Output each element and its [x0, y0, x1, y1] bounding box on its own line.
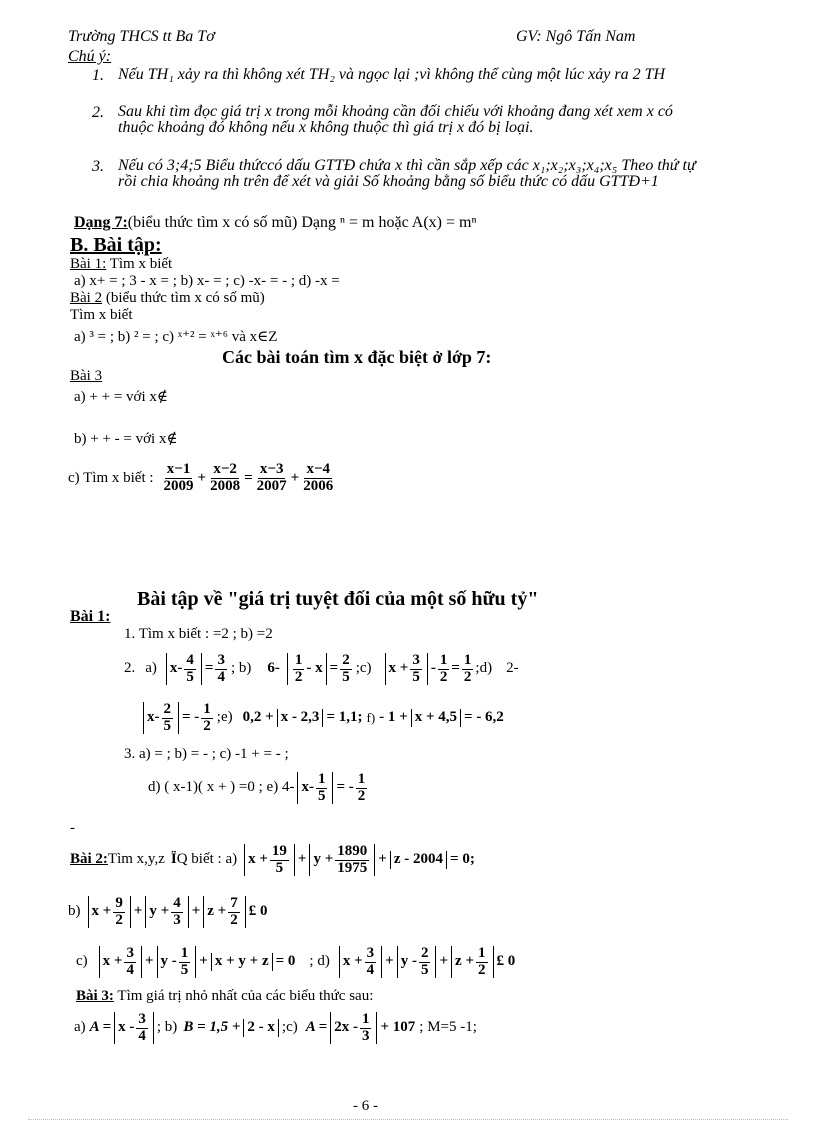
bai3a-label: a): [74, 1019, 86, 1036]
part2-bai3-text: Tìm giá trị nhỏ nhất của các biểu thức sau:: [113, 988, 374, 1004]
op-3: +: [290, 469, 300, 486]
q2b-pre: 6-: [267, 660, 280, 677]
q3d-pre: d) ( x-1)( x + ) =0 ; e) 4-: [148, 779, 295, 796]
bai2c-end: = 0: [275, 953, 296, 970]
frac-3: $\frac{x-3}{2007}$: [256, 461, 287, 494]
bai3a-abs: x - $\frac{3}{4}$: [114, 1012, 154, 1045]
q2e-eq: = 1,1;: [326, 709, 363, 726]
part2-bai3-line: [74, 1004, 477, 1052]
bai1-line: a) x+ = ; 3 - x = ; b) x- = ; c) -x- = - ; d) -x =: [74, 273, 340, 289]
bai2-title: (biểu thức tìm x có số mũ): [102, 290, 265, 306]
bai3c-label: ;c): [281, 1019, 298, 1036]
part2-bai2-line: Bài 2: Tìm x,y,z Ï Q biết : a) x + $\frac{19}{5}$ + y + $\frac{1890}{1975}$ + z - 2004 = 0;: [70, 842, 475, 876]
bai3a-A: A =: [89, 1019, 112, 1036]
bai1-label: Bài 1:: [70, 256, 107, 272]
bai3c-abs: 2x - $\frac{1}{3}$: [330, 1012, 377, 1045]
bai2-line: a) ³ = ; b) ² = ; c) ˣ⁺² = ˣ⁺⁶ và x∈Z: [74, 329, 278, 345]
header-teacher: GV: Ngô Tấn Nam: [516, 28, 636, 45]
q2d-abs: x- $\frac{2}{5}$: [143, 702, 179, 735]
q2e-label: ;e): [216, 709, 233, 726]
bai2-heading: [70, 290, 265, 307]
q2d-label: ;d): [475, 660, 493, 677]
q2-num: 2.: [124, 660, 136, 677]
q2e-abs: x - 2,3: [277, 709, 324, 726]
bai3-m: ; M=5 -1;: [419, 1019, 477, 1036]
bai2c-abs1: x + $\frac{3}{4}$: [99, 946, 142, 979]
bai2b-abs3: z + $\frac{7}{2}$: [203, 896, 245, 929]
q2a-label: a): [145, 660, 157, 677]
bai3-c-prefix: c) Tìm x biết :: [68, 469, 154, 486]
frac-4: $\frac{x-4}{2006}$: [303, 461, 334, 494]
bai3b-abs: 2 - x: [243, 1019, 279, 1036]
q2c-eq: =: [451, 660, 460, 677]
note-title: Chú ý:: [68, 48, 112, 65]
q2b-rhs: $\frac{2}{5}$: [342, 651, 350, 685]
bai3-b: b) + + - = với x∉: [74, 431, 178, 447]
bai2d-abs2: y - $\frac{2}{5}$: [397, 946, 437, 979]
note-item-3-num: 3.: [92, 158, 104, 175]
part2-bai2-b: b) x + $\frac{9}{2}$ + y + $\frac{4}{3}$ + z + $\frac{7}{2}$ £ 0: [68, 894, 268, 928]
dash: -: [70, 820, 75, 836]
part2-bai2-text2: Q biết : a): [176, 851, 238, 868]
note-item-3: Nếu có 3;4;5 Biểu thứccó dấu GTTĐ chứa x thì cần sắp xếp các x₁;x₂;x₃;x₄;x₅ Theo thứ tự rồi chia khoảng nh trên để xét và giải Số khoảng bằng số biểu thức có dấu GTTĐ+1: [118, 157, 696, 190]
bai2a-abs2: y + $\frac{1890}{1975}$: [309, 844, 375, 877]
q2d-pre: 2-: [506, 660, 519, 677]
q2f-label: f): [366, 709, 376, 725]
section-b-title: B. Bài tập:: [70, 234, 162, 256]
part2-q2-line2: [140, 696, 504, 740]
q2c-abs: x + $\frac{3}{5}$: [385, 653, 428, 686]
part2-q1: 1. Tìm x biết : =2 ; b) =2: [124, 626, 273, 642]
q2b-abs: $\frac{1}{2}$ - x: [287, 653, 327, 686]
bai3-c: [68, 462, 337, 495]
op-1: +: [197, 469, 207, 486]
note-item-2-num: 2.: [92, 104, 104, 121]
footer-divider: [28, 1119, 788, 1120]
q2a-rhs: $\frac{3}{4}$: [217, 651, 225, 685]
part2-q2-line1: [124, 647, 519, 691]
part2-bai3-label: Bài 3:: [76, 988, 114, 1004]
bai3b-label: ; b): [156, 1019, 178, 1036]
page-number: - 6 -: [353, 1098, 378, 1114]
part2-bai2-cd: c) x + $\frac{3}{4}$ + y - $\frac{1}{5}$ + x + y + z = 0 ; d) x + $\frac{3}{4}$ + y - $\frac{2}{5}$ + z + $\frac{1}{2}$ £ 0: [76, 944, 516, 978]
q2b-label: ; b): [230, 660, 252, 677]
note-item-1-num: 1.: [92, 67, 104, 84]
bai2b-abs1: x + $\frac{9}{2}$: [88, 896, 131, 929]
bai2a-abs1: x + $\frac{19}{5}$: [244, 844, 295, 877]
q2f-abs: x + 4,5: [411, 709, 461, 726]
q2f-eq: = - 6,2: [464, 709, 504, 726]
q2c-minus: -: [430, 660, 436, 677]
part2-q3: 3. a) = ; b) = - ; c) -1 + = - ;: [124, 746, 289, 762]
q2f-pre: - 1 +: [379, 709, 408, 726]
part2-bai2-label: Bài 2:: [70, 851, 108, 868]
bai2d-end: £ 0: [496, 953, 516, 970]
dang7-label: Dạng 7:: [74, 214, 128, 231]
bai3-a: a) + + = với x∉: [74, 389, 168, 405]
q2d-rhs: $\frac{1}{2}$: [203, 700, 211, 734]
bai1-heading: [70, 256, 172, 273]
header-school: Trường THCS tt Ba Tơ: [68, 28, 215, 45]
bai2d-abs1: x + $\frac{3}{4}$: [339, 946, 382, 979]
bai2-sub: Tìm x biết: [70, 307, 133, 323]
part2-q3d: [148, 766, 369, 810]
q2c-label: ;c): [355, 660, 372, 677]
part2-bai1-label: Bài 1:: [70, 608, 111, 625]
q2d-eq: = -: [182, 709, 200, 726]
frac-1: $\frac{x-1}{2009}$: [163, 461, 194, 494]
bai2-label: Bài 2: [70, 290, 103, 306]
bai1-title: Tìm x biết: [106, 256, 173, 272]
q3e-abs: x- $\frac{1}{5}$: [297, 772, 333, 805]
bai2a-abs3: z - 2004: [390, 851, 447, 868]
bai2b-label: b): [68, 903, 81, 920]
bai2b-abs2: y + $\frac{4}{3}$: [145, 896, 188, 929]
bai3b-expr: B = 1,5 +: [183, 1019, 241, 1036]
bai2d-label: ; d): [309, 953, 330, 970]
q2b-eq: =: [329, 660, 339, 677]
q2c-frac2: $\frac{1}{2}$: [439, 651, 448, 685]
part2-bai3-heading: [76, 988, 373, 1005]
frac-2: $\frac{x-2}{2008}$: [210, 461, 241, 494]
bai2b-end: £ 0: [248, 903, 268, 920]
special-heading: Các bài toán tìm x đặc biệt ở lớp 7:: [222, 347, 492, 367]
dang7-text: (biểu thức tìm x có số mũ) Dạng ⁿ = m hoặc A(x) = mⁿ: [127, 214, 477, 231]
q2c-rhs: $\frac{1}{2}$: [463, 651, 472, 685]
q2e-pre: 0,2 +: [242, 709, 274, 726]
part2-heading: Bài tập về "giá trị tuyệt đối của một số hữu tỷ": [137, 588, 539, 610]
note-item-2: Sau khi tìm đọc giá trị x trong mỗi khoảng cần đối chiếu với khoảng đang xét xem x có thuộc khoảng đó không nếu x không thuộc thì giá trị x đó bị loại.: [118, 103, 673, 136]
not-in-symbol: Ï: [170, 851, 177, 868]
bai3c-end: + 107: [380, 1019, 416, 1036]
bai2c-abs2: y - $\frac{1}{5}$: [157, 946, 197, 979]
q3e-eq: = -: [336, 779, 354, 796]
note-item-1: Nếu TH₁ xảy ra thì không xét TH₂ và ngọc lại ;vì không thể cùng một lúc xảy ra 2 TH: [118, 66, 666, 83]
bai3c-A: A =: [305, 1019, 328, 1036]
bai2d-abs3: z + $\frac{1}{2}$: [451, 946, 493, 979]
op-2: =: [244, 469, 253, 486]
bai2a-end: = 0;: [450, 851, 475, 868]
bai2c-label: c): [76, 953, 88, 970]
bai3-label: Bài 3: [70, 368, 103, 384]
q2a-abs: x- $\frac{4}{5}$: [166, 653, 202, 686]
q3e-rhs: $\frac{1}{2}$: [357, 770, 366, 804]
part2-bai2-text: Tìm x,y,z: [107, 851, 165, 868]
dang7-line: [74, 214, 477, 232]
bai2c-abs3: x + y + z: [211, 953, 273, 970]
q2a-eq: =: [204, 660, 214, 677]
